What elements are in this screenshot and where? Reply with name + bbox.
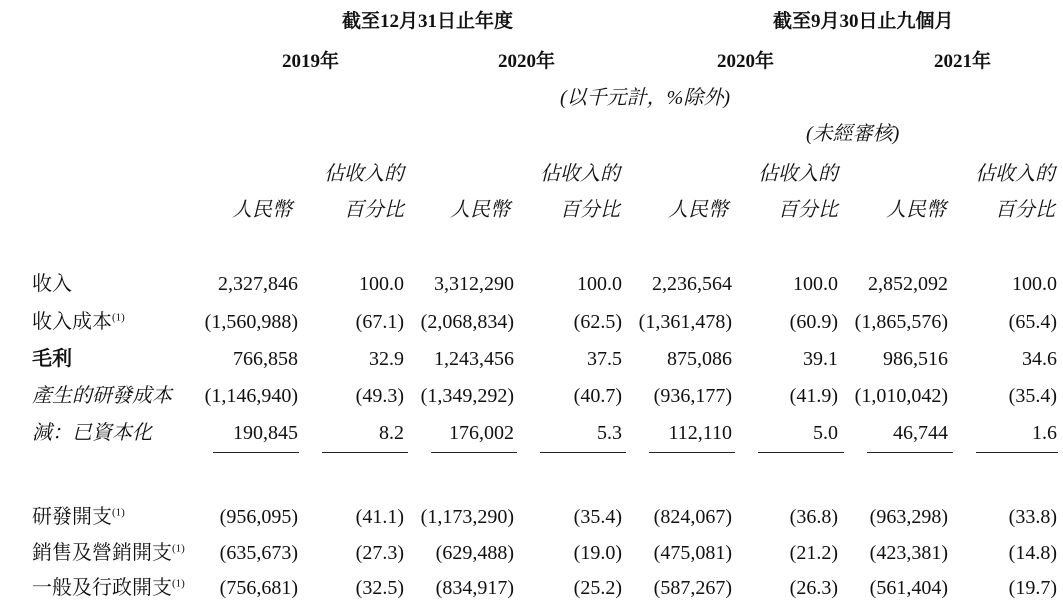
cell-value: 190,845 [233,422,298,444]
cell-value: 986,516 [883,348,948,370]
row-label: 收入成本$^{(1)}$ [32,311,125,333]
col-header-pct-line1: 佔收入的 [758,163,838,185]
underline-col5 [649,452,735,453]
cell-value: (36.8) [789,506,838,528]
cell-value: (1,560,988) [204,311,298,333]
row-label: 產生的研發成本 [32,385,172,407]
cell-value: (40.7) [573,385,622,407]
header-nine-months-group: 截至9月30日止九個月 [773,11,954,32]
cell-value: 3,312,290 [434,273,514,295]
col-header-rmb: 人民幣 [450,199,510,221]
row-label: 毛利 [32,348,72,370]
cell-value: 34.6 [1022,348,1057,370]
cell-value: (1,173,290) [420,506,514,528]
unit-note: (以千元計，%除外) [560,87,730,109]
cell-value: (963,298) [869,506,948,528]
cell-value: (19.7) [1008,577,1057,599]
col-header-rmb: 人民幣 [232,199,292,221]
row-label: 一般及行政開支$^{(1)}$ [32,577,185,599]
cell-value: (41.1) [355,506,404,528]
underline-col4 [540,452,626,453]
row-label: 研發開支$^{(1)}$ [32,506,125,528]
col-header-pct-line2: 百分比 [344,199,404,221]
cell-value: 1.6 [1032,422,1057,444]
cell-value: 2,236,564 [652,273,732,295]
year-2021: 2021年 [934,51,992,72]
cell-value: (35.4) [573,506,622,528]
cell-value: (65.4) [1008,311,1057,333]
underline-col2 [322,452,408,453]
cell-value: (824,067) [653,506,732,528]
underline-col7 [867,452,953,453]
cell-value: (26.3) [789,577,838,599]
cell-value: (1,010,042) [854,385,948,407]
underline-col6 [758,452,844,453]
cell-value: 2,327,846 [218,273,298,295]
cell-value: (41.9) [789,385,838,407]
cell-value: 37.5 [587,348,622,370]
cell-value: (32.5) [355,577,404,599]
cell-value: 100.0 [793,273,838,295]
cell-value: (561,404) [869,577,948,599]
underline-col3 [431,452,517,453]
cell-value: (35.4) [1008,385,1057,407]
year-2019: 2019年 [282,51,340,72]
cell-value: 8.2 [379,422,404,444]
col-header-pct-line1: 佔收入的 [324,163,404,185]
cell-value: (25.2) [573,577,622,599]
cell-value: 100.0 [359,273,404,295]
cell-value: (62.5) [573,311,622,333]
cell-value: (635,673) [219,542,298,564]
cell-value: (60.9) [789,311,838,333]
row-label: 減：已資本化 [32,422,152,444]
cell-value: 46,744 [893,422,948,444]
cell-value: (587,267) [653,577,732,599]
cell-value: (14.8) [1008,542,1057,564]
cell-value: (49.3) [355,385,404,407]
cell-value: (423,381) [869,542,948,564]
col-header-pct-line2: 百分比 [778,199,838,221]
col-header-pct-line1: 佔收入的 [540,163,620,185]
cell-value: 5.0 [813,422,838,444]
cell-value: (756,681) [219,577,298,599]
unaudited-note: (未經審核) [806,123,900,145]
col-header-rmb: 人民幣 [886,199,946,221]
col-header-pct-line2: 百分比 [995,199,1055,221]
cell-value: 176,002 [449,422,514,444]
year-2020-b: 2020年 [717,51,775,72]
cell-value: 2,852,092 [868,273,948,295]
cell-value: 100.0 [577,273,622,295]
col-header-pct-line2: 百分比 [560,199,620,221]
cell-value: (67.1) [355,311,404,333]
cell-value: (629,488) [435,542,514,564]
cell-value: 100.0 [1012,273,1057,295]
cell-value: (27.3) [355,542,404,564]
col-header-pct-line1: 佔收入的 [975,163,1055,185]
cell-value: (33.8) [1008,506,1057,528]
cell-value: (1,349,292) [420,385,514,407]
cell-value: (2,068,834) [420,311,514,333]
header-year-group: 截至12月31日止年度 [342,11,514,32]
cell-value: (19.0) [573,542,622,564]
cell-value: (21.2) [789,542,838,564]
cell-value: 32.9 [369,348,404,370]
cell-value: (834,917) [435,577,514,599]
cell-value: (956,095) [219,506,298,528]
cell-value: 112,110 [668,422,732,444]
cell-value: (1,146,940) [204,385,298,407]
year-2020-a: 2020年 [498,51,556,72]
cell-value: 875,086 [667,348,732,370]
cell-value: (1,361,478) [638,311,732,333]
cell-value: 5.3 [597,422,622,444]
underline-col1 [213,452,299,453]
cell-value: (1,865,576) [854,311,948,333]
cell-value: (936,177) [653,385,732,407]
cell-value: 766,858 [233,348,298,370]
col-header-rmb: 人民幣 [668,199,728,221]
row-label: 銷售及營銷開支$^{(1)}$ [32,542,185,564]
cell-value: (475,081) [653,542,732,564]
row-label: 收入 [32,273,72,295]
cell-value: 1,243,456 [434,348,514,370]
cell-value: 39.1 [803,348,838,370]
underline-col8 [976,452,1058,453]
